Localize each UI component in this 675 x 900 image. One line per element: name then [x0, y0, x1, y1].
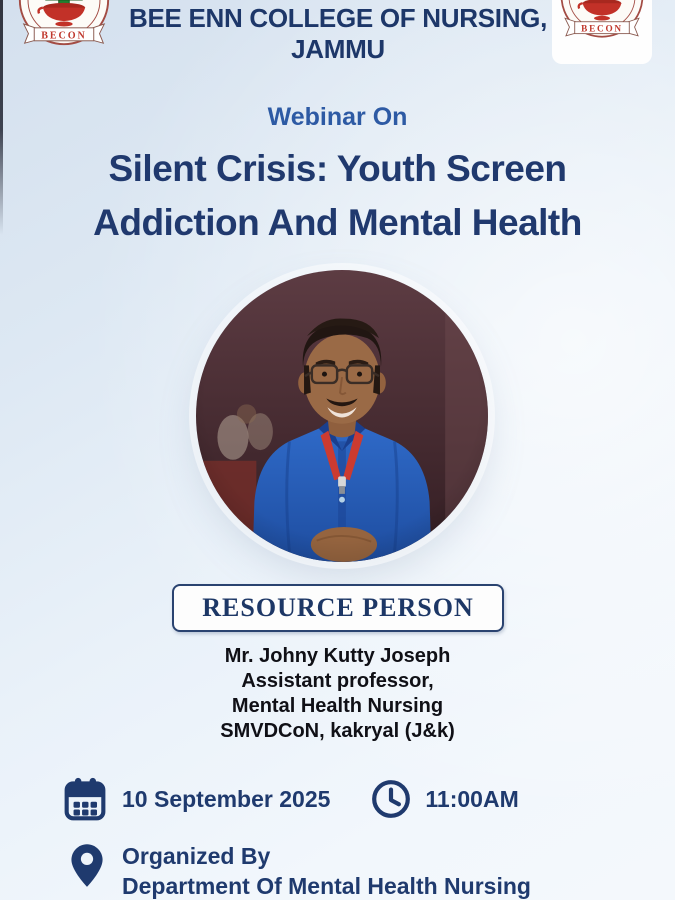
- becon-emblem-icon: [558, 0, 646, 51]
- title-line1: Silent Crisis: Youth Screen: [108, 148, 567, 189]
- event-date: 10 September 2025: [122, 785, 331, 812]
- title-line2: Addiction And Mental Health: [93, 202, 582, 243]
- speaker-name: Mr. Johny Kutty Joseph: [224, 645, 451, 667]
- date-time-row: [63, 776, 519, 822]
- clock-icon: [370, 778, 412, 820]
- calendar-icon: [63, 776, 107, 822]
- speaker-portrait-illustration: [196, 270, 488, 562]
- webinar-label: Webinar On: [267, 103, 408, 131]
- emblem-banner-text: BECON: [581, 23, 623, 34]
- organizer-text: [122, 842, 531, 900]
- college-name-line1: BEE ENN COLLEGE OF NURSING,: [128, 3, 548, 33]
- resource-person-box: [172, 584, 504, 632]
- college-logo-right: [552, 0, 652, 64]
- organizer-row: [70, 842, 531, 900]
- event-time: 11:00AM: [425, 785, 519, 812]
- college-logo-left: [16, 0, 112, 60]
- speaker-designation: Assistant professor,: [241, 670, 434, 692]
- organizer-department: Department Of Mental Health Nursing: [122, 872, 531, 899]
- speaker-institution: SMVDCoN, kakryal (J&k): [220, 720, 455, 742]
- speaker-details: [0, 644, 675, 744]
- organized-by-label: Organized By: [122, 843, 271, 869]
- resource-person-label: RESOURCE PERSON: [202, 593, 474, 622]
- speaker-department: Mental Health Nursing: [231, 695, 444, 717]
- becon-emblem-icon: [16, 0, 112, 60]
- webinar-title: [0, 142, 675, 250]
- location-pin-icon: [70, 842, 104, 890]
- emblem-banner-text: BECON: [41, 30, 87, 42]
- college-name-line2: JAMMU: [291, 34, 385, 64]
- speaker-photo: [196, 270, 488, 562]
- college-name: [118, 3, 558, 65]
